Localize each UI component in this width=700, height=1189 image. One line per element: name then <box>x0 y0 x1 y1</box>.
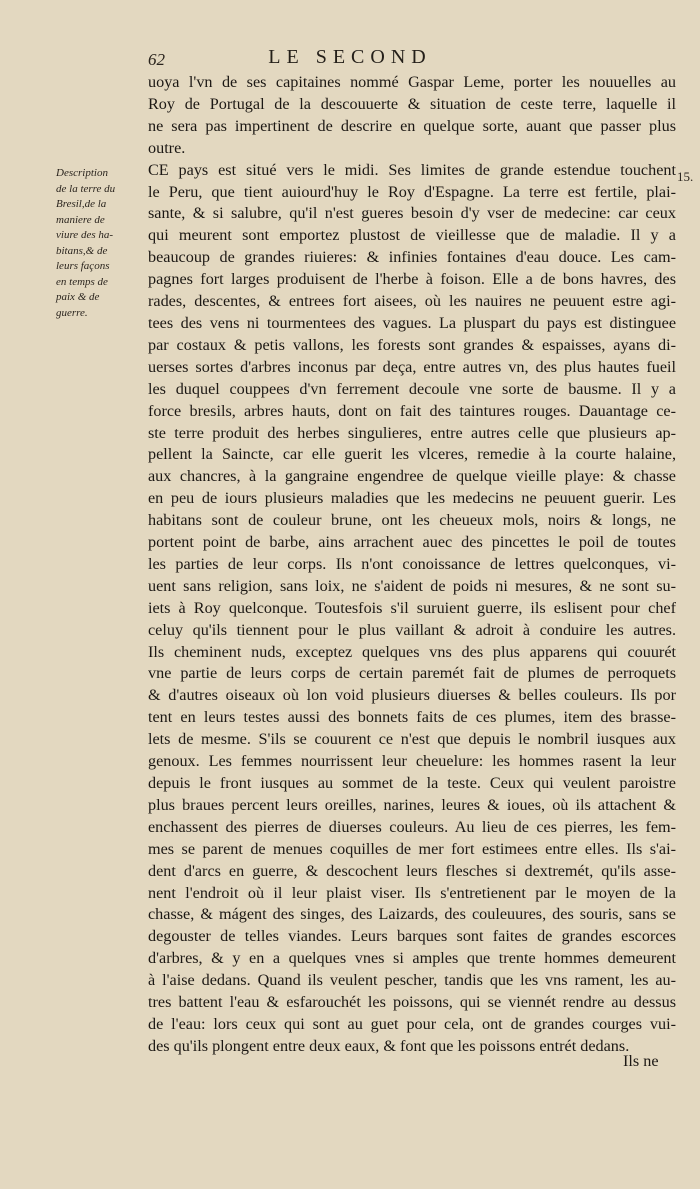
text-line: uent sans religion, sans loix, ne s'aident de poids ni mesures, & ne sont su- <box>148 576 676 595</box>
text-line: degouster de telles viandes. Leurs barques sont faites de grandes escorces <box>148 927 676 946</box>
text-line: par costaux & petis vallons, les forests sont grandes & espaisses, ayans di- <box>148 335 676 354</box>
margin-note-line: viure des ha- <box>56 229 114 241</box>
text-line: sante, & si salubre, qu'il n'est gueres besoin d'y vser de medecine: car ceux <box>148 204 676 223</box>
text-line: vne partie de leurs corps de certain paremét fait de plumes de perroquets <box>148 664 676 683</box>
text-line: pagnes fort larges produisent de l'herbe à foison. Elle a de bons havres, des <box>148 270 676 289</box>
text-line: en peu de iours plusieurs maladies que les medecins ne peuuent guerir. Les <box>148 489 676 508</box>
text-line: Ils cheminent nuds, exceptez quelques vns des plus apparens qui couurét <box>148 642 676 661</box>
text-line: chasse, & mágent des singes, des Laizards, des couleuures, des souris, sans se <box>148 905 676 924</box>
text-line: tees des vens ni tourmentees des vagues. La pluspart du pays est distinguee <box>148 313 676 332</box>
text-line: de l'eau: lors ceux qui sont au guet pour cela, ont de grandes courges vui- <box>148 1014 676 1033</box>
text-line: depuis le front iusques au sommet de la teste. Ceux qui veulent paroistre <box>148 774 676 792</box>
text-line: genoux. Les femmes nourrissent leur cheuelure: les hommes rasent la leur <box>148 752 676 771</box>
margin-note-line: Description <box>56 167 108 179</box>
text-line: outre. <box>148 138 186 157</box>
text-line: les duquel couppees d'vn ferrement decoule vne sorte de bausme. Il y a <box>148 379 676 398</box>
text-line: & d'autres oiseaux où lon void plusieurs diuerses & belles couleurs. Ils por <box>148 686 676 705</box>
margin-note-line: leurs façons <box>56 260 110 272</box>
margin-note-line: bitans,& de <box>56 244 108 257</box>
text-line: celuy qu'ils tiennent pour le plus vaillant & adroit à conduire les autres. <box>148 620 676 639</box>
margin-note-line: en temps de <box>56 275 108 288</box>
margin-note <box>56 166 142 321</box>
page-number: 62 <box>148 50 165 69</box>
text-line: nent l'endroit où il leur plaist viser. Ils s'entretienent par le moyen de la <box>148 883 676 902</box>
text-line: habitans sont de couleur brune, ont les cheueux mols, noirs & longs, ne <box>148 511 676 530</box>
side-mark: 15. <box>677 169 694 184</box>
text-line: uerses sortes d'arbres inconus par deça, entre autres vn, des plus hautes fueil <box>148 357 676 376</box>
text-line: des qu'ils plongent entre deux eaux, & font que les poissons entrét dedans. <box>148 1036 630 1055</box>
text-line: beaucoup de grandes riuieres: & infinies fontaines d'eau douce. Les cam- <box>148 248 676 267</box>
text-line: plus braues percent leurs oreilles, narines, leures & ioues, où ils attachent & <box>148 795 676 814</box>
margin-note-line: guerre. <box>56 306 88 319</box>
text-line: à l'aise dedans. Quand ils veulent pescher, tandis que les vns rament, les au- <box>148 971 676 990</box>
margin-note-line: paix & de <box>56 291 100 303</box>
text-line: pellent la Saincte, car elle guerit les vlceres, remedie à la courte halaine, <box>148 445 676 464</box>
text-line: ne sera pas impertinent de descrire en quelque sorte, auant que passer plus <box>148 116 676 135</box>
text-line: le Peru, que tient auiourd'huy le Roy d'Espagne. La terre est fertile, plai- <box>148 182 676 201</box>
running-head: LE SECOND <box>268 46 432 68</box>
body-text <box>148 72 676 1058</box>
text-line: dent d'arcs en guerre, & descochent leurs flesches si dextremét, qu'ils asse- <box>148 861 676 880</box>
text-line: lets de mesme. S'ils se couurent ce n'est que depuis le nombril iusques aux <box>148 730 676 749</box>
text-line: CE pays est situé vers le midi. Ses limites de grande estendue touchent <box>148 160 676 179</box>
text-line: mes se parent de menues coquilles de mer fort estimees entre elles. Ils s'ai- <box>148 839 676 858</box>
text-line: uoya l'vn de ses capitaines nommé Gaspar Leme, porter les nouuelles au <box>148 73 676 91</box>
text-line: force bresils, arbres hauts, dont on fait des taintures rouges. Dauantage ce- <box>148 401 676 420</box>
text-line: portent point de barbe, ains arrachent auec des pincettes le poil de toutes <box>148 533 676 552</box>
text-line: d'arbres, & y en a quelques vnes si amples que trente hommes demeurent <box>148 949 676 968</box>
text-line: les parties de leur corps. Ils n'ont conoissance de lettres quelconques, vi- <box>148 554 676 573</box>
text-line: tent en leurs testes aussi des bonnets faits de ces plumes, item des brasse- <box>148 708 676 727</box>
text-line: enchassent des pierres de diuerses couleurs. Au lieu de ces pierres, les fem- <box>148 817 676 836</box>
text-line: rades, descentes, & entrees fort aisees, où les nauires ne peuuent estre agi- <box>148 292 676 311</box>
text-line: aux chancres, à la gangraine engendree de quelque vieille playe: & chasse <box>148 467 676 486</box>
text-line: Roy de Portugal de la descouuerte & situation de ceste terre, laquelle il <box>148 94 676 113</box>
margin-note-line: de la terre du <box>56 182 116 195</box>
text-line: ste terre produit des herbes singulieres, entre autres celle que plusieurs ap- <box>148 423 676 442</box>
margin-note-line: maniere de <box>56 213 105 226</box>
text-line: tres battent l'eau & esfarouchét les poissons, qui se viennét rendre au dessus <box>148 993 676 1012</box>
text-line: qui meurent sont emportez plustost de vieillesse que de maladie. Il y a <box>148 226 676 245</box>
catchword: Ils ne <box>623 1052 659 1070</box>
text-line: iets à Roy quelconque. Toutesfois s'il suruient guerre, ils eslisent pour chef <box>148 598 676 617</box>
margin-note-line: Bresil,de la <box>56 198 107 210</box>
